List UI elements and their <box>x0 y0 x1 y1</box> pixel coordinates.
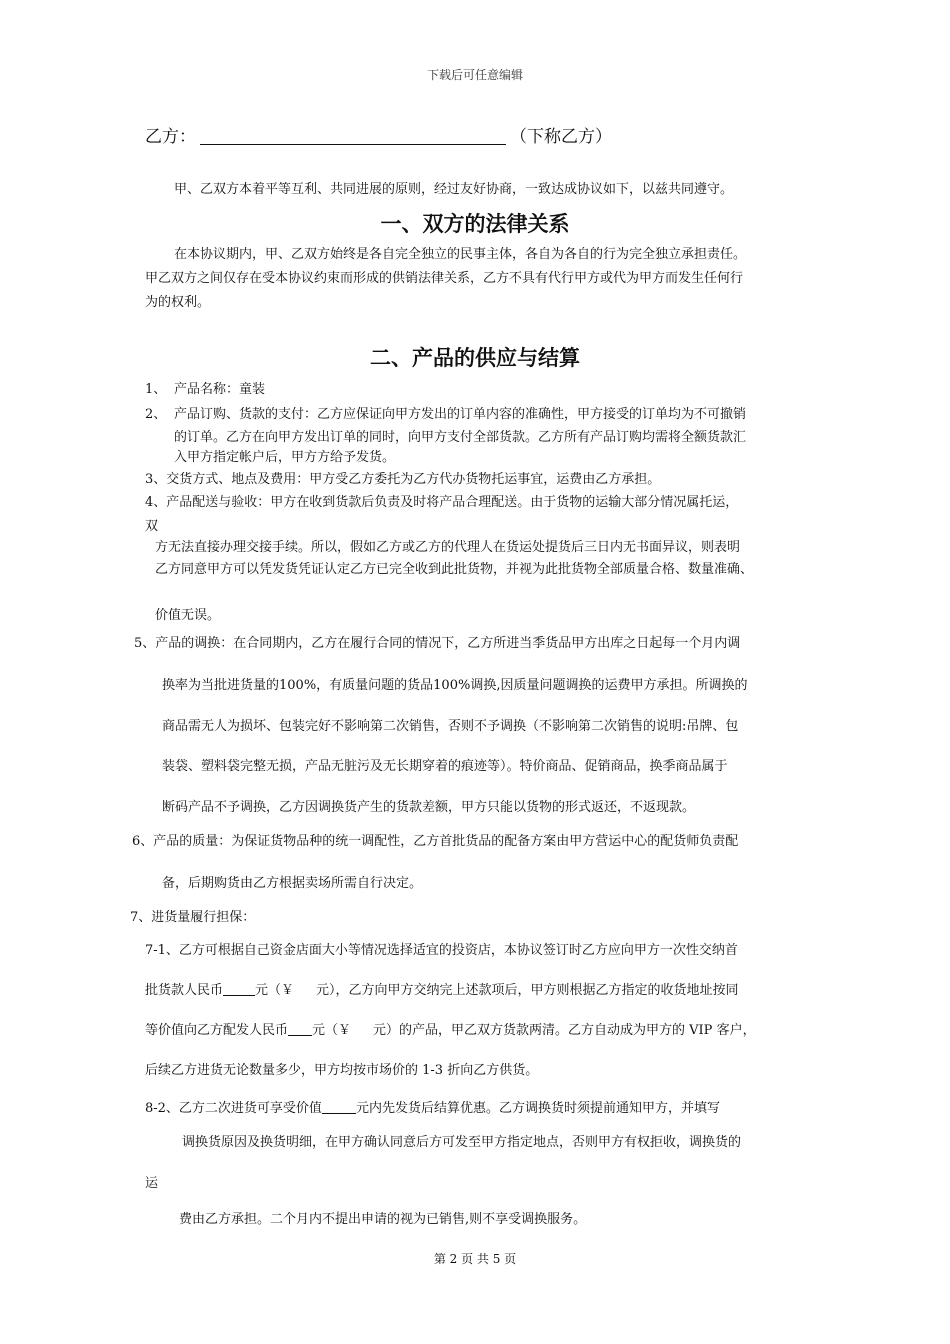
party-b-suffix: （下称乙方） <box>510 127 612 147</box>
item-text: 5、产品的调换：在合同期内，乙方在履行合同的情况下，乙方所进当季货品甲方出库之日起每一个月内调 <box>134 636 741 651</box>
page-footer-number: 第 2 页 共 5 页 <box>433 1252 517 1266</box>
clause-text: 元）的产品，甲乙双方货款两清。乙方自动成为甲方的 VIP 客户， <box>373 1023 756 1038</box>
page-header-note: 下载后可任意编辑 <box>426 68 523 82</box>
item-text: 产品名称：童装 <box>174 382 266 397</box>
section1-line: 为的权利。 <box>145 295 211 310</box>
item-text: 6、产品的质量：为保证货物品种的统一调配性，乙方首批货品的配备方案由甲方营运中心的配货师负责配 <box>132 834 739 849</box>
section1-line: 在本协议期内，甲、乙双方始终是各自完全独立的民事主体，各自为各自的行为完全独立承担责任。 <box>174 247 747 262</box>
item-text: 商品需无人为损坏、包装完好不影响第二次销售，否则不予调换（不影响第二次销售的说明:吊牌、包 <box>162 719 739 734</box>
party-b-label: 乙方： <box>145 127 196 147</box>
clause-8-2-line4: 费由乙方承担。二个月内不提出申请的视为已销售,则不享受调换服务。 <box>179 1212 587 1227</box>
item-text: 3、交货方式、地点及费用：甲方受乙方委托为乙方代办货物托运事宜，运费由乙方承担。 <box>145 472 661 487</box>
amount-blank[interactable] <box>223 982 255 996</box>
value-blank[interactable] <box>322 1100 356 1114</box>
clause-text: 元（￥ <box>255 983 295 998</box>
item-text: 双 <box>145 519 159 534</box>
item-text: 7-1、乙方可根据自己资金店面大小等情况选择适宜的投资店，本协议签订时乙方应向甲方一次性交纳首 <box>145 943 738 958</box>
item-text: 备，后期购货由乙方根据卖场所需自行决定。 <box>162 876 423 891</box>
section1-title: 一、双方的法律关系 <box>380 212 570 236</box>
item-text: 的订单。乙方在向甲方发出订单的同时，向甲方支付全部货款。乙方所有产品订购均需将全额货款汇 <box>174 430 747 445</box>
amount-blank[interactable] <box>288 1022 312 1036</box>
clause-8-2-line3: 运 <box>145 1176 159 1191</box>
clause-text: 等价值向乙方配发人民币 <box>145 1023 289 1038</box>
party-b-name-blank[interactable] <box>200 127 506 145</box>
item-text: 入甲方指定帐户后，甲方方给予发货。 <box>174 450 396 465</box>
item-number: 2、 <box>145 407 167 422</box>
clause-7-1-line2 <box>145 979 739 998</box>
clause-text: 元（￥ <box>312 1023 352 1038</box>
section2-title: 二、产品的供应与结算 <box>370 346 580 370</box>
item-text: 乙方同意甲方可以凭发货凭证认定乙方已完全收到此批货物，并视为此批货物全部质量合格、数量准确、 <box>155 562 754 577</box>
item-text: 价值无误。 <box>155 608 221 623</box>
item-text: 换率为当批进货量的100%，有质量问题的货品100%调换,因质量问题调换的运费甲方承担。所调换的 <box>162 678 748 693</box>
clause-text: 8-2、乙方二次进货可享受价值 <box>145 1101 322 1116</box>
clause-text: 元），乙方向甲方交纳完上述款项后，甲方则根据乙方指定的收货地址按同 <box>316 983 739 998</box>
clause-8-2-line2: 调换货原因及换货明细，在甲方确认同意后方可发至甲方指定地点，否则甲方有权拒收，调换货的 <box>182 1135 742 1150</box>
item-text: 装袋、塑料袋完整无损，产品无脏污及无长期穿着的痕迹等）。特价商品、促销商品，换季商品属于 <box>162 759 728 774</box>
intro-paragraph: 甲、乙双方本着平等互利、共同进展的原则，经过友好协商，一致达成协议如下，以兹共同遵守。 <box>174 182 734 197</box>
item-text: 4、产品配送与验收：甲方在收到货款后负责及时将产品合理配送。由于货物的运输大部分情况属托运， <box>145 495 739 510</box>
item-number: 1、 <box>145 382 167 397</box>
clause-8-2-line1 <box>145 1097 720 1116</box>
party-b-line <box>145 122 612 147</box>
section1-line: 甲乙双方之间仅存在受本协议约束而形成的供销法律关系，乙方不具有代行甲方或代为甲方而发生任何行 <box>145 271 744 286</box>
item-text: 产品订购、货款的支付：乙方应保证向甲方发出的订单内容的准确性，甲方接受的订单均为不可撤销 <box>174 407 747 422</box>
item-text: 断码产品不予调换，乙方因调换货产生的货款差额，甲方只能以货物的形式返还，不返现款。 <box>162 800 696 815</box>
clause-7-1-line4: 后续乙方进货无论数量多少，甲方均按市场价的 1-3 折向乙方供货。 <box>145 1063 539 1078</box>
clause-7-1-line3 <box>145 1019 756 1038</box>
item-text: 7、进货量履行担保： <box>130 910 256 925</box>
item-text: 方无法直接办理交接手续。所以，假如乙方或乙方的代理人在货运处提货后三日内无书面异议，则表明 <box>155 540 741 555</box>
clause-text: 批货款人民币 <box>145 983 224 998</box>
clause-text: 元内先发货后结算优惠。乙方调换货时须提前通知甲方，并填写 <box>355 1101 720 1116</box>
